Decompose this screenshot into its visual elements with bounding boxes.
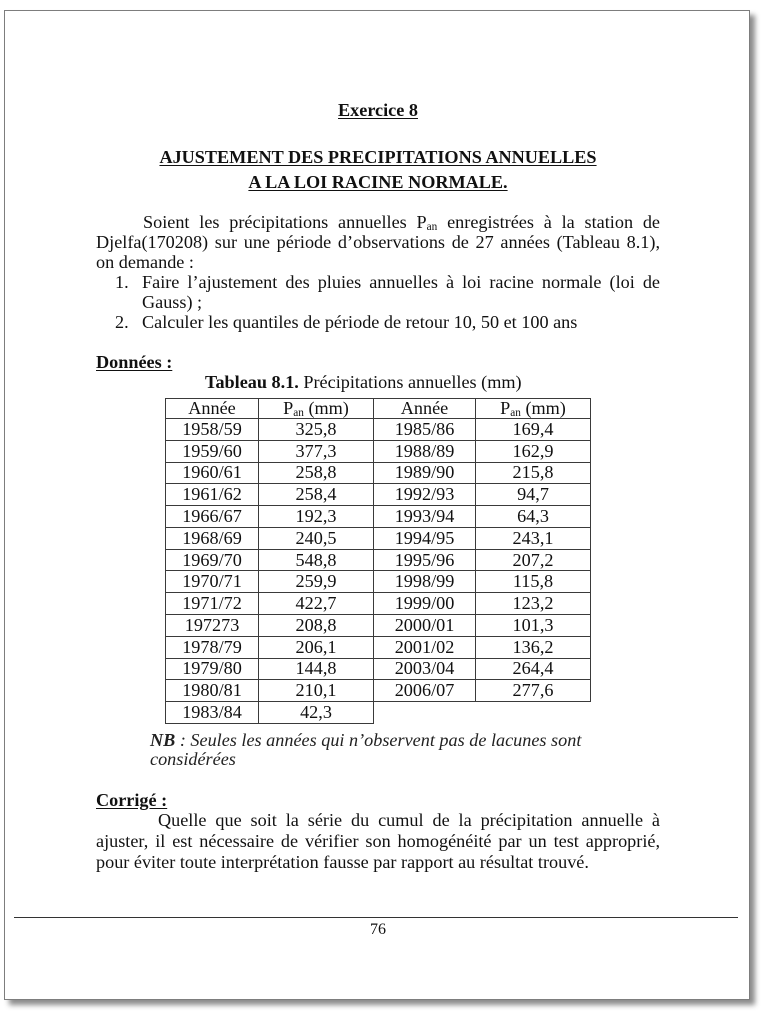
year-cell: 197273 (166, 615, 259, 637)
table-caption (205, 372, 522, 392)
precipitation-cell: 207,2 (476, 549, 591, 571)
precipitation-cell: 259,9 (259, 571, 374, 593)
precipitation-cell: 64,3 (476, 506, 591, 528)
empty-cell (374, 702, 476, 724)
precipitation-cell: 192,3 (259, 506, 374, 528)
precipitation-cell: 169,4 (476, 419, 591, 441)
year-cell: 1966/67 (166, 506, 259, 528)
precipitation-cell: 210,1 (259, 680, 374, 702)
header-subscript: an (510, 407, 521, 420)
year-cell: 1979/80 (166, 658, 259, 680)
symbol-subscript: an (426, 221, 438, 234)
precipitation-cell: 277,6 (476, 680, 591, 702)
table-row (166, 506, 591, 528)
year-cell: 1989/90 (374, 462, 476, 484)
caption-label: Tableau 8.1. (205, 372, 299, 392)
year-cell: 2003/04 (374, 658, 476, 680)
precipitation-symbol (417, 212, 438, 232)
solution-paragraph: Quelle que soit la série du cumul de la précipitation annuelle à ajuster, il est nécessaire de vérifier son homogénéité par un test approprié, pour éviter toute interprétation fausse par rapport au résultat trouvé. (96, 810, 660, 872)
year-cell: 1988/89 (374, 440, 476, 462)
precipitation-cell: 264,4 (476, 658, 591, 680)
precipitation-cell: 136,2 (476, 636, 591, 658)
year-cell: 1985/86 (374, 419, 476, 441)
table-row (166, 702, 591, 724)
precipitation-table (165, 398, 591, 724)
precipitation-cell: 325,8 (259, 419, 374, 441)
task-list (96, 272, 660, 332)
exercise-heading-line-1: AJUSTEMENT DES PRECIPITATIONS ANNUELLES (159, 147, 597, 167)
task-text: Faire l’ajustement des pluies annuelles à loi racine normale (loi de Gauss) ; (142, 272, 660, 312)
solution-heading: Corrigé : (96, 790, 168, 810)
year-cell: 1998/99 (374, 571, 476, 593)
task-item (96, 272, 660, 312)
year-cell: 1995/96 (374, 549, 476, 571)
precipitation-cell: 240,5 (259, 527, 374, 549)
header-unit: (mm) (303, 398, 349, 418)
caption-text: Précipitations annuelles (mm) (298, 372, 522, 392)
column-header-year: Année (166, 399, 259, 419)
page-number: 76 (370, 921, 386, 938)
table-row (166, 527, 591, 549)
table-row (166, 636, 591, 658)
precipitation-cell: 258,4 (259, 484, 374, 506)
header-symbol: P (500, 398, 511, 418)
year-cell: 1969/70 (166, 549, 259, 571)
table-row (166, 440, 591, 462)
table-row (166, 571, 591, 593)
precipitation-cell: 206,1 (259, 636, 374, 658)
precipitation-cell: 115,8 (476, 571, 591, 593)
note-text: : Seules les années qui n’observent pas de lacunes sont considérées (150, 730, 582, 769)
year-cell: 1960/61 (166, 462, 259, 484)
year-cell: 1980/81 (166, 680, 259, 702)
task-number: 2. (115, 312, 129, 332)
precipitation-cell: 208,8 (259, 615, 374, 637)
precipitation-cell: 243,1 (476, 527, 591, 549)
year-cell: 1994/95 (374, 527, 476, 549)
intro-text-start: Soient les précipitations annuelles (143, 212, 417, 232)
task-text: Calculer les quantiles de période de retour 10, 50 et 100 ans (142, 312, 578, 332)
precipitation-cell: 258,8 (259, 462, 374, 484)
year-cell: 2001/02 (374, 636, 476, 658)
year-cell: 1958/59 (166, 419, 259, 441)
empty-cell (476, 702, 591, 724)
precipitation-cell: 548,8 (259, 549, 374, 571)
table-note (150, 731, 595, 769)
year-cell: 1992/93 (374, 484, 476, 506)
table-row (166, 549, 591, 571)
header-unit: (mm) (520, 398, 566, 418)
precipitation-cell: 144,8 (259, 658, 374, 680)
precipitation-cell: 94,7 (476, 484, 591, 506)
table-header-row (166, 399, 591, 419)
note-label: NB (150, 730, 176, 750)
column-header-precipitation (476, 399, 591, 419)
year-cell: 1968/69 (166, 527, 259, 549)
year-cell: 1999/00 (374, 593, 476, 615)
task-number: 1. (115, 272, 129, 292)
column-header-precipitation (259, 399, 374, 419)
table-row (166, 658, 591, 680)
column-header-year: Année (374, 399, 476, 419)
year-cell: 2000/01 (374, 615, 476, 637)
footer-rule (14, 917, 738, 918)
year-cell: 1971/72 (166, 593, 259, 615)
year-cell: 1959/60 (166, 440, 259, 462)
year-cell: 1970/71 (166, 571, 259, 593)
precipitation-cell: 101,3 (476, 615, 591, 637)
year-cell: 1983/84 (166, 702, 259, 724)
task-item (96, 312, 660, 332)
year-cell: 1961/62 (166, 484, 259, 506)
exercise-title: Exercice 8 (338, 100, 418, 120)
intro-text-end: enregistrées à la station de Djelfa(170208) sur une période d’observations de 27 années (Tableau 8.1), on demande : (96, 212, 660, 272)
symbol-letter: P (416, 212, 427, 232)
precipitation-cell: 422,7 (259, 593, 374, 615)
table-row (166, 615, 591, 637)
intro-paragraph (96, 212, 660, 272)
table-row (166, 419, 591, 441)
precipitation-cell: 162,9 (476, 440, 591, 462)
precipitation-cell: 215,8 (476, 462, 591, 484)
year-cell: 2006/07 (374, 680, 476, 702)
table-row (166, 593, 591, 615)
year-cell: 1978/79 (166, 636, 259, 658)
table-row (166, 462, 591, 484)
data-section-heading: Données : (96, 352, 173, 372)
header-subscript: an (293, 407, 304, 420)
header-symbol: P (283, 398, 294, 418)
table-row (166, 680, 591, 702)
exercise-heading-line-2: A LA LOI RACINE NORMALE. (248, 172, 508, 192)
table-row (166, 484, 591, 506)
precipitation-cell: 123,2 (476, 593, 591, 615)
precipitation-cell: 377,3 (259, 440, 374, 462)
precipitation-cell: 42,3 (259, 702, 374, 724)
year-cell: 1993/94 (374, 506, 476, 528)
